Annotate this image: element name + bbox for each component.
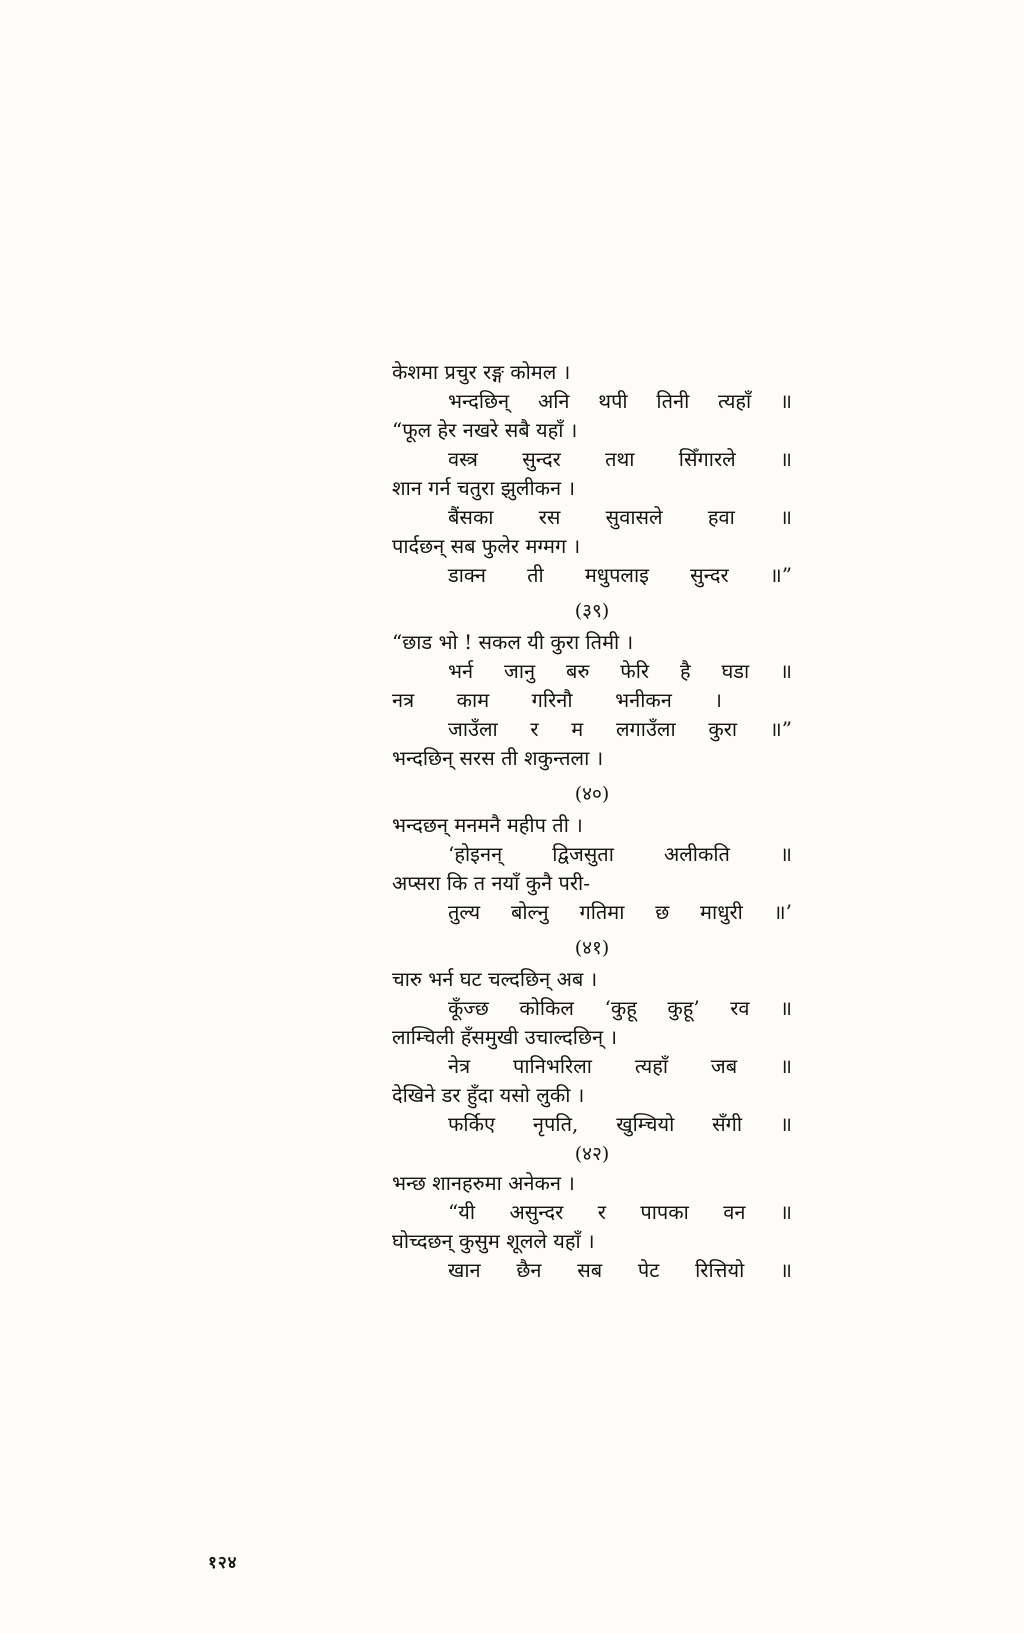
verse-number: (४१) xyxy=(574,937,610,959)
verse-line: फर्किए नृपति, खुम्चियो सँगी ॥ xyxy=(448,1112,792,1136)
verse-line: डाक्न ती मधुपलाइ सुन्दर ॥” xyxy=(448,563,792,587)
stanza-41 xyxy=(392,931,792,1139)
verse-line: वस्त्र सुन्दर तथा सिँगारले ॥ xyxy=(448,447,792,471)
verse-line: घोच्दछन् कुसुम शूलले यहाँ । xyxy=(392,1229,595,1253)
verse-line: नत्र काम गरिनौ भनीकन । xyxy=(392,688,722,712)
verse-line: केशमा प्रचुर रङ्ग कोमल । xyxy=(392,360,571,384)
verse-line: नेत्र पानिभरिला त्यहाँ जब ॥ xyxy=(448,1054,792,1078)
verse-line: लाम्चिली हँसमुखी उचाल्दछिन् । xyxy=(392,1025,618,1049)
verse-line: भन्दछिन् सरस ती शकुन्तला । xyxy=(392,746,604,770)
verse-line: “छाड भो ! सकल यी कुरा तिमी । xyxy=(392,630,634,654)
verse-line: पार्दछन् सब फुलेर मग्मग । xyxy=(392,534,581,558)
verse-line: बैंसका रस सुवासले हवा ॥ xyxy=(448,505,792,529)
stanza-40 xyxy=(392,777,792,927)
verse-line: शान गर्न चतुरा झुलीकन । xyxy=(392,476,576,500)
verse-line: कूँज्छ कोकिल ‘कुहू कुहू’ रव ॥ xyxy=(448,996,792,1020)
verse-line: भन्दछिन् अनि थपी तिनी त्यहाँ ॥ xyxy=(448,389,792,413)
verse-line: चारु भर्न घट चल्दछिन् अब । xyxy=(392,967,598,991)
page-number: १२४ xyxy=(208,1553,238,1573)
verse-line: ‘होइनन् द्विजसुता अलीकति ॥ xyxy=(448,842,792,866)
verse-line: “फूल हेर नखरे सबै यहाँ । xyxy=(392,418,578,442)
verse-number: (४०) xyxy=(574,783,610,805)
verse-line: देखिने डर हुँदा यसो लुकी । xyxy=(392,1083,585,1107)
verse-line: भर्न जानु बरु फेरि है घडा ॥ xyxy=(448,659,792,683)
verse-number: (४२) xyxy=(574,1143,610,1165)
verse-line: खान छैन सब पेट रित्तियो ॥ xyxy=(448,1258,792,1282)
stanza-38 xyxy=(392,358,792,590)
verse-line: भन्दछन् मनमनै महीप ती । xyxy=(392,813,583,837)
verse-number: (३९) xyxy=(574,600,610,622)
verse-line: तुल्य बोल्नु गतिमा छ माधुरी ॥’ xyxy=(448,900,792,924)
verse-line: भन्छ शानहरुमा अनेकन । xyxy=(392,1171,575,1195)
verse-line: अप्सरा कि त नयाँ कुनै परी- xyxy=(392,871,590,895)
verse-line: “यी असुन्दर र पापका वन ॥ xyxy=(448,1200,792,1224)
verse-line: जाउँला र म लगाउँला कुरा ॥” xyxy=(448,717,792,741)
stanza-39 xyxy=(392,594,792,773)
stanza-42 xyxy=(392,1139,792,1285)
poem-body xyxy=(392,358,792,1285)
